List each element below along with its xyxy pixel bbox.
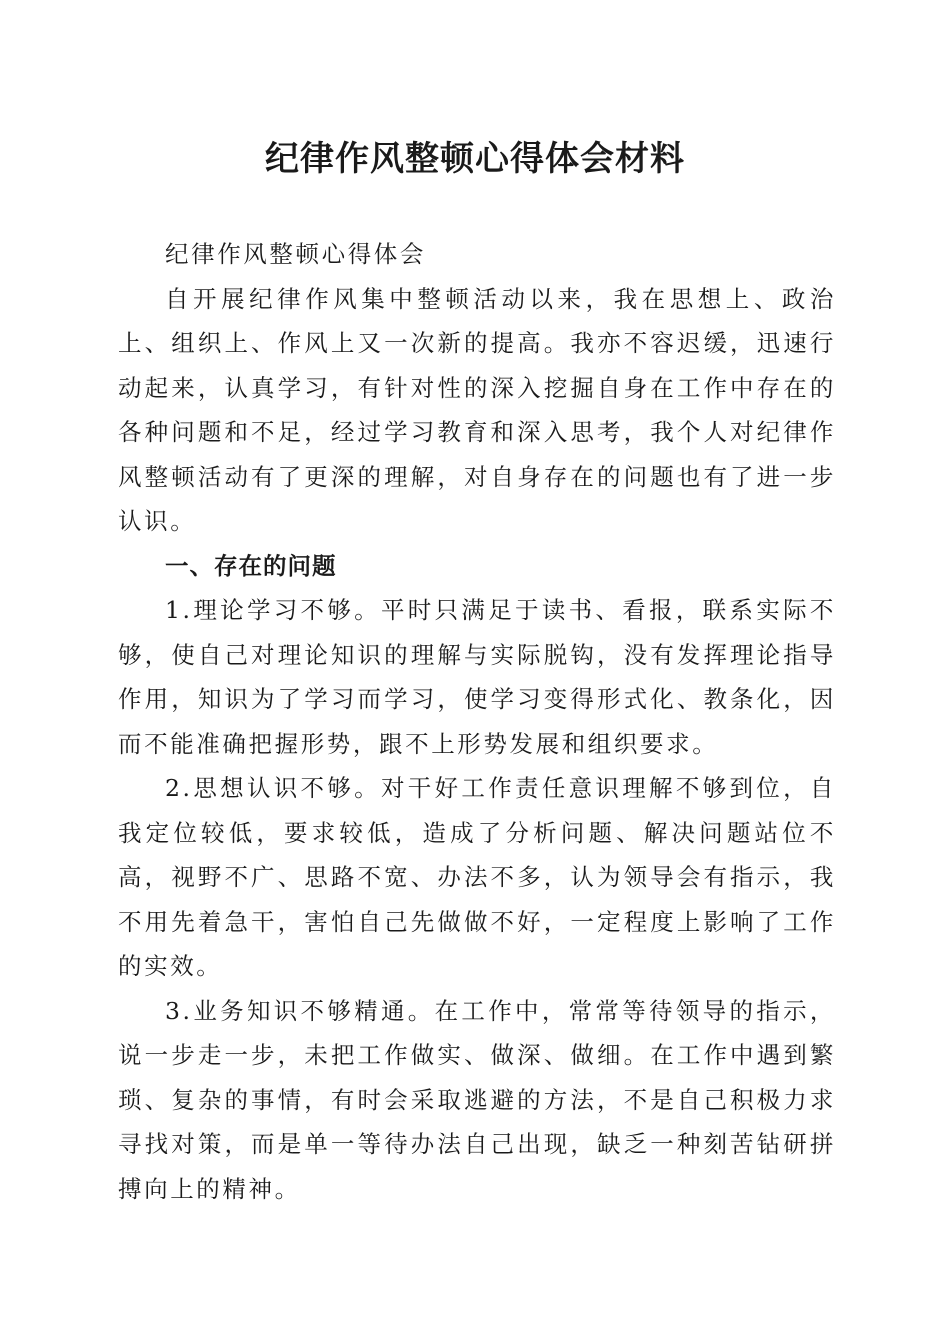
document-body xyxy=(118,232,836,1211)
document-subtitle: 纪律作风整顿心得体会 xyxy=(165,240,426,268)
intro-paragraph: 自开展纪律作风集中整顿活动以来，我在思想上、政治上、组织上、作风上又一次新的提高。我亦不容迟缓，迅速行动起来，认真学习，有针对性的深入挖掘自身在工作中存在的各种问题和不足，经过学习教育和深入思考，我个人对纪律作风整顿活动有了更深的理解，对自身存在的问题也有了进一步认识。 xyxy=(118,284,836,535)
section-heading: 一、存在的问题 xyxy=(165,551,337,580)
problem-item-1: 1.理论学习不够。平时只满足于读书、看报，联系实际不够，使自己对理论知识的理解与实际脱钩，没有发挥理论指导作用，知识为了学习而学习，使学习变得形式化、教条化，因而不能准确把握形势，跟不上形势发展和组织要求。 xyxy=(118,596,836,758)
problem-item-2: 2.思想认识不够。对干好工作责任意识理解不够到位，自我定位较低，要求较低，造成了分析问题、解决问题站位不高，视野不广、思路不宽、办法不多，认为领导会有指示，我不用先着急干，害怕自己先做做不好，一定程度上影响了工作的实效。 xyxy=(118,774,836,980)
document-title: 纪律作风整顿心得体会材料 xyxy=(265,139,685,179)
problem-item-3: 3.业务知识不够精通。在工作中，常常等待领导的指示，说一步走一步，未把工作做实、做深、做细。在工作中遇到繁琐、复杂的事情，有时会采取逃避的方法，不是自己积极力求寻找对策，而是单一等待办法自己出现，缺乏一种刻苦钻研拼搏向上的精神。 xyxy=(118,996,836,1203)
